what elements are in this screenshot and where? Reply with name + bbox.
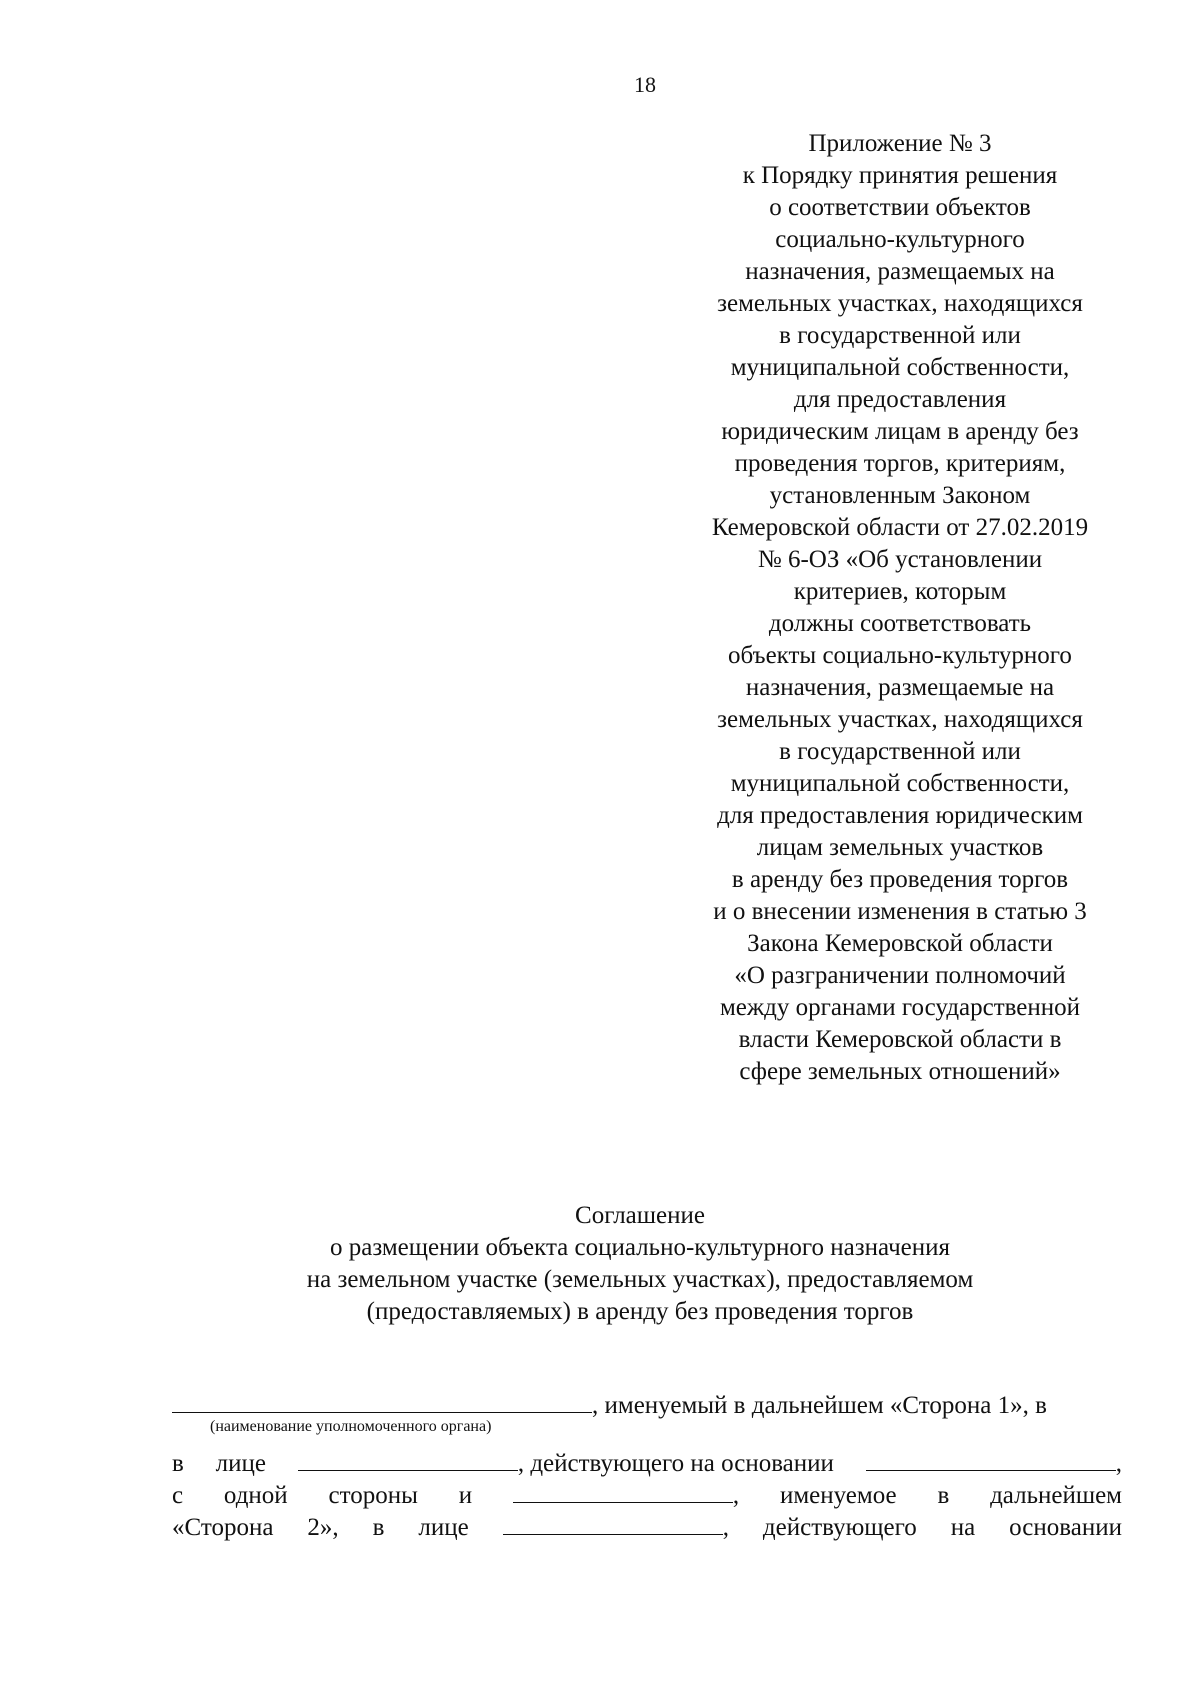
appendix-line: для предоставления юридическим <box>717 802 1083 829</box>
appendix-line: Приложение № 3 <box>808 130 992 157</box>
appendix-line: объекты социально-культурного <box>728 642 1072 669</box>
appendix-line: сфере земельных отношений» <box>739 1058 1061 1085</box>
agreement-title <box>180 1200 1100 1328</box>
page-number: 18 <box>634 72 656 97</box>
party-2-representative-fragment <box>503 1512 729 1542</box>
word: и <box>458 1482 473 1509</box>
appendix-line: Кемеровской области от 27.02.2019 <box>711 514 1089 541</box>
appendix-line: и о внесении изменения в статью 3 <box>713 898 1087 925</box>
appendix-line: в аренду без проведения торгов <box>731 866 1069 893</box>
party-2-blank[interactable] <box>513 1480 733 1503</box>
appendix-line: власти Кемеровской области в <box>738 1026 1062 1053</box>
word: 2», <box>307 1514 339 1541</box>
word: основании <box>1009 1514 1122 1541</box>
appendix-line: лицам земельных участков <box>756 834 1044 861</box>
agreement-body <box>172 1390 1122 1544</box>
authorized-body-caption: (наименование уполномоченного органа) <box>210 1418 492 1435</box>
word: именуемое <box>779 1482 897 1509</box>
agreement-title-line: на земельном участке (земельных участках), предоставляемом <box>306 1266 974 1293</box>
appendix-line: к Порядку принятия решения <box>742 162 1058 189</box>
appendix-header <box>680 128 1120 1088</box>
appendix-line: «О разграничении полномочий <box>734 962 1066 989</box>
appendix-line: проведения торгов, критериям, <box>734 450 1066 477</box>
appendix-line: назначения, размещаемых на <box>745 258 1055 285</box>
agreement-title-line: Соглашение <box>575 1202 705 1229</box>
appendix-line: социально-культурного <box>775 226 1025 253</box>
word: в <box>937 1482 950 1509</box>
appendix-line: в государственной или <box>779 322 1021 349</box>
appendix-line: земельных участках, находящихся <box>717 290 1083 317</box>
party-1-text: , именуемый в дальнейшем «Сторона 1», в <box>592 1392 1047 1419</box>
authorized-body-blank[interactable] <box>172 1390 592 1413</box>
word: стороны <box>328 1482 418 1509</box>
party-2-representative-blank[interactable] <box>503 1512 723 1535</box>
appendix-line: муниципальной собственности, <box>730 770 1070 797</box>
party-2-representative-line <box>172 1512 1122 1544</box>
appendix-line: критериев, которым <box>793 578 1007 605</box>
appendix-line: установленным Законом <box>769 482 1031 509</box>
comma: , <box>722 1514 729 1541</box>
word: на <box>950 1514 976 1541</box>
party-2-fragment <box>513 1480 739 1510</box>
representative-fragment <box>298 1448 834 1478</box>
appendix-line: между органами государственной <box>719 994 1081 1021</box>
word: лице <box>215 1450 266 1477</box>
appendix-line: для предоставления <box>793 386 1007 413</box>
appendix-line: о соответствии объектов <box>769 194 1031 221</box>
word: одной <box>223 1482 288 1509</box>
party-2-line <box>172 1480 1122 1512</box>
appendix-line: в государственной или <box>779 738 1021 765</box>
representative-line <box>172 1448 1122 1480</box>
word: «Сторона <box>172 1514 274 1541</box>
appendix-line: № 6-ОЗ «Об установлении <box>757 546 1043 573</box>
word: дальнейшем <box>990 1482 1122 1509</box>
appendix-line: должны соответствовать <box>768 610 1032 637</box>
representative-blank[interactable] <box>298 1448 518 1471</box>
appendix-line: назначения, размещаемые на <box>745 674 1055 701</box>
agreement-title-line: о размещении объекта социально-культурного назначения <box>329 1234 950 1261</box>
appendix-line: муниципальной собственности, <box>730 354 1070 381</box>
comma: , <box>1115 1450 1122 1477</box>
word: действующего <box>762 1514 917 1541</box>
word: в <box>372 1514 385 1541</box>
agreement-title-line: (предоставляемых) в аренду без проведения торгов <box>366 1298 914 1325</box>
word: в <box>172 1450 184 1477</box>
basis-fragment <box>866 1448 1122 1478</box>
basis-text: , действующего на основании <box>517 1450 834 1477</box>
appendix-line: юридическим лицам в аренду без <box>721 418 1079 445</box>
word: лице <box>418 1514 469 1541</box>
word: с <box>172 1482 184 1509</box>
appendix-line: Закона Кемеровской области <box>747 930 1053 957</box>
basis-blank[interactable] <box>866 1448 1116 1471</box>
comma: , <box>732 1482 740 1509</box>
appendix-line: земельных участках, находящихся <box>717 706 1083 733</box>
